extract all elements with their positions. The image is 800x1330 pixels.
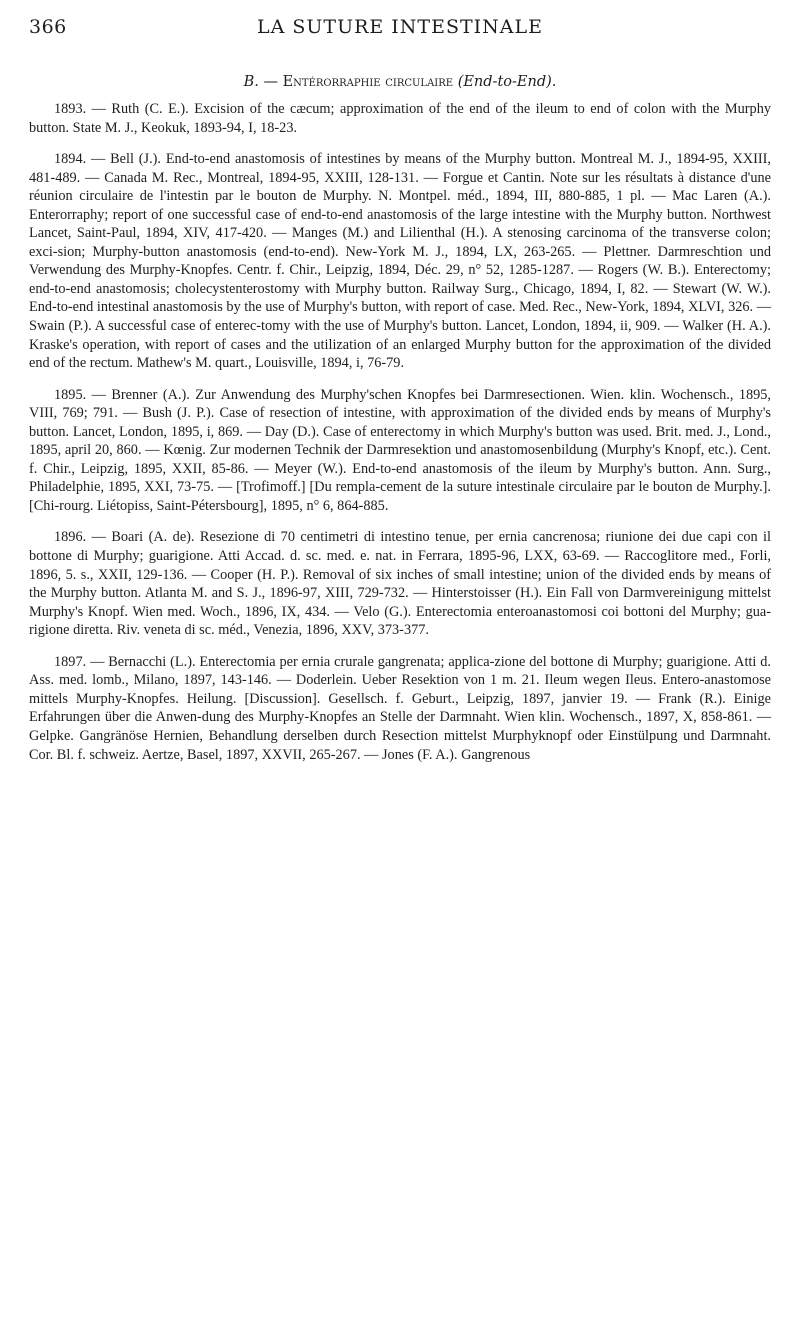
entry-text: — Bell (J.). End-to-end anastomosis of intestines by means of the Murphy button. Montreal M. J., 1894-95, XXIII, 481-489. — Canada M. Rec., Montreal, 1894-95, XXIII, 128-131. — Forgue et Cantin. Note sur les résultats à distance d'une réunion circulaire de l'intestin par le bouton de Murphy. N. Montpel. méd., 1894, III, 880-885, 1 pl. — Mac Laren (A.). Enterorraphy; report of one successful case of end-to-end anastomosis of the large intestine with the Murphy button. Northwest Lancet, Saint-Paul, 1894, XIV, 417-420. — Manges (M.) and Lilienthal (H.). A stenosing carcinoma of the transverse colon; exci-sion; Murphy-button anastomosis (end-to-end). New-York M. J., 1894, LX, 263-265. — Plettner. Darmreschtion und Verwendung des Murphy-Knopfes. Centr. f. Chir., Leipzig, 1894, Déc. 29, n° 52, 1285-1287. — Rogers (W. B.). Enterectomy; end-to-end anastomosis; cholecystenterostomy with Murphy button. Railway Surg., Chicago, 1894, I, 82. — Stewart (W. W.). End-to-end intestinal anastomosis by the use of Murphy's button, with report of case. Med. Rec., New-York, 1894, XLVI, 326. — Swain (P.). A successful case of enterec-tomy with the use of Murphy's button. Lancet, London, 1894, ii, 909. — Walker (H. A.). Kraske's operation, with report of cases and the utilization of an enlarged Murphy button for the approximation of the divided end of the rectum. Mathew's M. quart., Louisville, 1894, i, 76-79. — [29, 151, 771, 372]
entry-text: — Boari (A. de). Resezione di 70 centimetri di intestino tenue, per ernia cancrenosa; riunione dei due capi con il bottone di Murphy; guarigione. Atti Accad. d. sc. med. e. nat. in Ferrara, 1895-96, LXX, 63-69. — Raccoglitore med., Forli, 1896, 5. s., XXII, 129-136. — Cooper (H. P.). Removal of six inches of small intestine; union of the divided ends by means of the Murphy button. Atlanta M. and S. J., 1896-97, XIII, 729-732. — Hinterstoisser (H.). Ein Fall von Darmvereinigung mittelst Murphy's Knopf. Wien med. Woch., 1896, IX, 434. — Velo (G.). Enterectomia enteroanastomosi coi bottoni del Murphy; gua-rigione diretta. Riv. veneta di sc. méd., Venezia, 1896, XXV, 373-377. — [29, 529, 772, 639]
entry-year: 1893. — [54, 101, 87, 117]
entry-year: 1896. — [54, 529, 87, 546]
entry-year: 1894. — [54, 151, 87, 168]
page-number: 366 — [29, 16, 67, 38]
bibliography-entry-1897 — [29, 653, 771, 764]
section-heading — [0, 73, 800, 91]
section-label: B. — — [243, 74, 278, 90]
entry-text: — Ruth (C. E.). Excision of the cæcum; approximation of the end of the ileum to end of colon with the Murphy button. State M. J., Keokuk, 1893-94, I, 18-23. — [29, 101, 771, 136]
entry-year: 1895. — [54, 386, 87, 403]
bibliography-entry-1896 — [29, 528, 771, 639]
bibliography-entry-1893 — [29, 100, 771, 137]
bibliography-body — [29, 100, 771, 764]
entry-year: 1897. — [54, 653, 87, 670]
entry-text: — Bernacchi (L.). Enterectomia per ernia crurale gangrenata; applica-zione del bottone di Murphy; guarigione. Atti d. Ass. med. lomb., Milano, 1897, 143-146. — Doderlein. Ueber Resektion von 1 m. 21. Ileum wegen Ileus. Entero-anastomose mittels Murphy-Knopfes. Heilung. [Discussion]. Gesellsch. f. Geburt., Leipzig, 1897, janvier 19. — Frank (R.). Einige Erfahrungen über die Anwen-dung des Murphy-Knopfes an Stelle der Darmnaht. Wien klin. Wochensch., 1897, X, 858-861. — Gelpke. Gangränöse Hernien, Behandlung derselben durch Resection mittelst Murphyknopf oder Einstülpung und Darmnaht. Cor. Bl. f. schweiz. Aertze, Basel, 1897, XXVII, 265-267. — Jones (F. A.). Gangrenous — [29, 653, 771, 763]
bibliography-entry-1895 — [29, 386, 771, 516]
section-heading-text: Entérorraphie circulaire — [282, 74, 454, 90]
running-title: LA SUTURE INTESTINALE — [256, 16, 543, 38]
section-heading-italic: (End-to-End). — [457, 74, 557, 90]
bibliography-entry-1894 — [29, 150, 771, 373]
entry-text: — Brenner (A.). Zur Anwendung des Murphy'schen Knopfes bei Darmresectionen. Wien. klin. Wochensch., 1895, VIII, 769; 791. — Bush (J. P.). Case of resection of intestine, with approximation of the divided ends by means of Murphy's button. Lancet, London, 1895, i, 869. — Day (D.). Case of enterectomy in which Murphy's button was used. Brit. med. J., Lond., 1895, april 20, 860. — Kœnig. Zur modernen Technik der Darmresektion und anastomosenbildung (Murphy's Knopf, etc.). Cent. f. Chir., Leipzig, 1895, XXII, 85-86. — Meyer (W.). End-to-end anastomosis of the ileum by Murphy's button. Ann. Surg., Philadelphie, 1895, XXI, 73-75. — [Trofimoff.] [Du rempla-cement de la suture intestinale circulaire par le bouton de Murphy.]. [Chi-rourg. Liétopiss, Saint-Pétersbourg], 1895, n° 6, 864-885. — [29, 386, 772, 514]
